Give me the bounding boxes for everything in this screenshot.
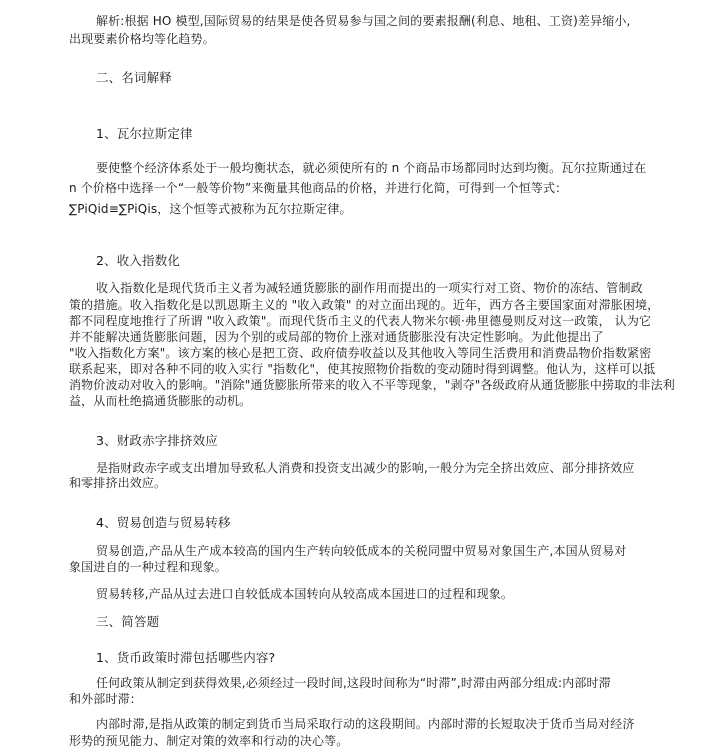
term-2-line: 消物价波动对收入的影响。"消除"通货膨胀所带来的收入不平等现象，"剥夺"各级政府从通货膨胀中捞取的非法利 [69, 378, 675, 392]
term-1-line: n 个价格中选择一个“一般等价物”来衡量其他商品的价格，并进行化简，可得到一个恒等式： [69, 181, 568, 195]
term-2-title: 2、收入指数化 [96, 253, 181, 268]
question-1-line: 任何政策从制定到获得效果,必须经过一段时间,这段时间称为“时滞”,时滞由两部分组成:内部时滞 [96, 676, 611, 690]
analysis-line-2: 出现要素价格均等化趋势。 [69, 32, 215, 46]
term-2-line: 策的措施。收入指数化是以凯恩斯主义的 "收入政策" 的对立面出现的。近年，西方各主要国家面对滞胀困境， [69, 298, 660, 312]
term-2-line: 并不能解决通货膨胀问题，因为个别的或局部的物价上涨对通货膨胀没有决定性影响。为此他提出了 [69, 330, 604, 344]
term-1-title: 1、瓦尔拉斯定律 [96, 126, 193, 141]
term-2-line: 益，从而杜绝搞通货膨胀的动机。 [69, 394, 252, 408]
section-heading-terms: 二、名词解释 [96, 70, 172, 85]
term-4-creation-line: 象国进自的一种过程和现象。 [69, 560, 227, 574]
term-1-line: 要使整个经济体系处于一般均衡状态，就必须使所有的 n 个商品市场都同时达到均衡。瓦尔拉斯通过在 [96, 161, 647, 175]
analysis-line-1: 解析:根据 HO 模型,国际贸易的结果是使各贸易参与国之间的要素报酬(利息、地租、工资)差异缩小, [96, 14, 631, 28]
term-4-creation-line: 贸易创造,产品从生产成本较高的国内生产转向较低成本的关税同盟中贸易对象国生产,本国从贸易对 [96, 544, 627, 558]
section-heading-short-answer: 三、简答题 [96, 614, 160, 629]
term-3-title: 3、财政赤字排挤效应 [96, 433, 218, 448]
term-4-diversion-line: 贸易转移,产品从过去进口自较低成本国转向从较高成本国进口的过程和现象。 [96, 587, 514, 601]
term-2-line: 都不同程度地推行了所谓 "收入政策"。而现代货币主义的代表人物米尔顿·弗里德曼则反对这一政策， 认为它 [69, 314, 652, 328]
term-3-line: 和零排挤出效应。 [69, 476, 167, 490]
term-4-title: 4、贸易创造与贸易转移 [96, 515, 231, 530]
question-1-inner-lag-line: 形势的预见能力、制定对策的效率和行动的决心等。 [69, 734, 349, 748]
term-1-line: ∑PiQid≡∑PiQis，这个恒等式被称为瓦尔拉斯定律。 [69, 202, 352, 216]
question-1-line: 和外部时滞： [69, 692, 142, 706]
question-1-title: 1、货币政策时滞包括哪些内容? [96, 650, 276, 665]
term-2-line: "收入指数化方案"。该方案的核心是把工资、政府债券收益以及其他收入等同生活费用和消费品物价指数紧密 [69, 346, 652, 360]
question-1-inner-lag-line: 内部时滞,是指从政策的制定到货币当局采取行动的这段期间。内部时滞的长短取决于货币当局对经济 [96, 717, 635, 731]
term-2-line: 联系起来，即对各种不同的收入实行 "指数化"，使其按照物价指数的变动随时得到调整。他认为，这样可以抵 [69, 362, 656, 376]
term-2-line: 收入指数化是现代货币主义者为减轻通货膨胀的副作用而提出的一项实行对工资、物价的冻结、管制政 [96, 281, 643, 295]
term-3-line: 是指财政赤字或支出增加导致私人消费和投资支出减少的影响,一般分为完全挤出效应、部分排挤效应 [96, 461, 635, 475]
